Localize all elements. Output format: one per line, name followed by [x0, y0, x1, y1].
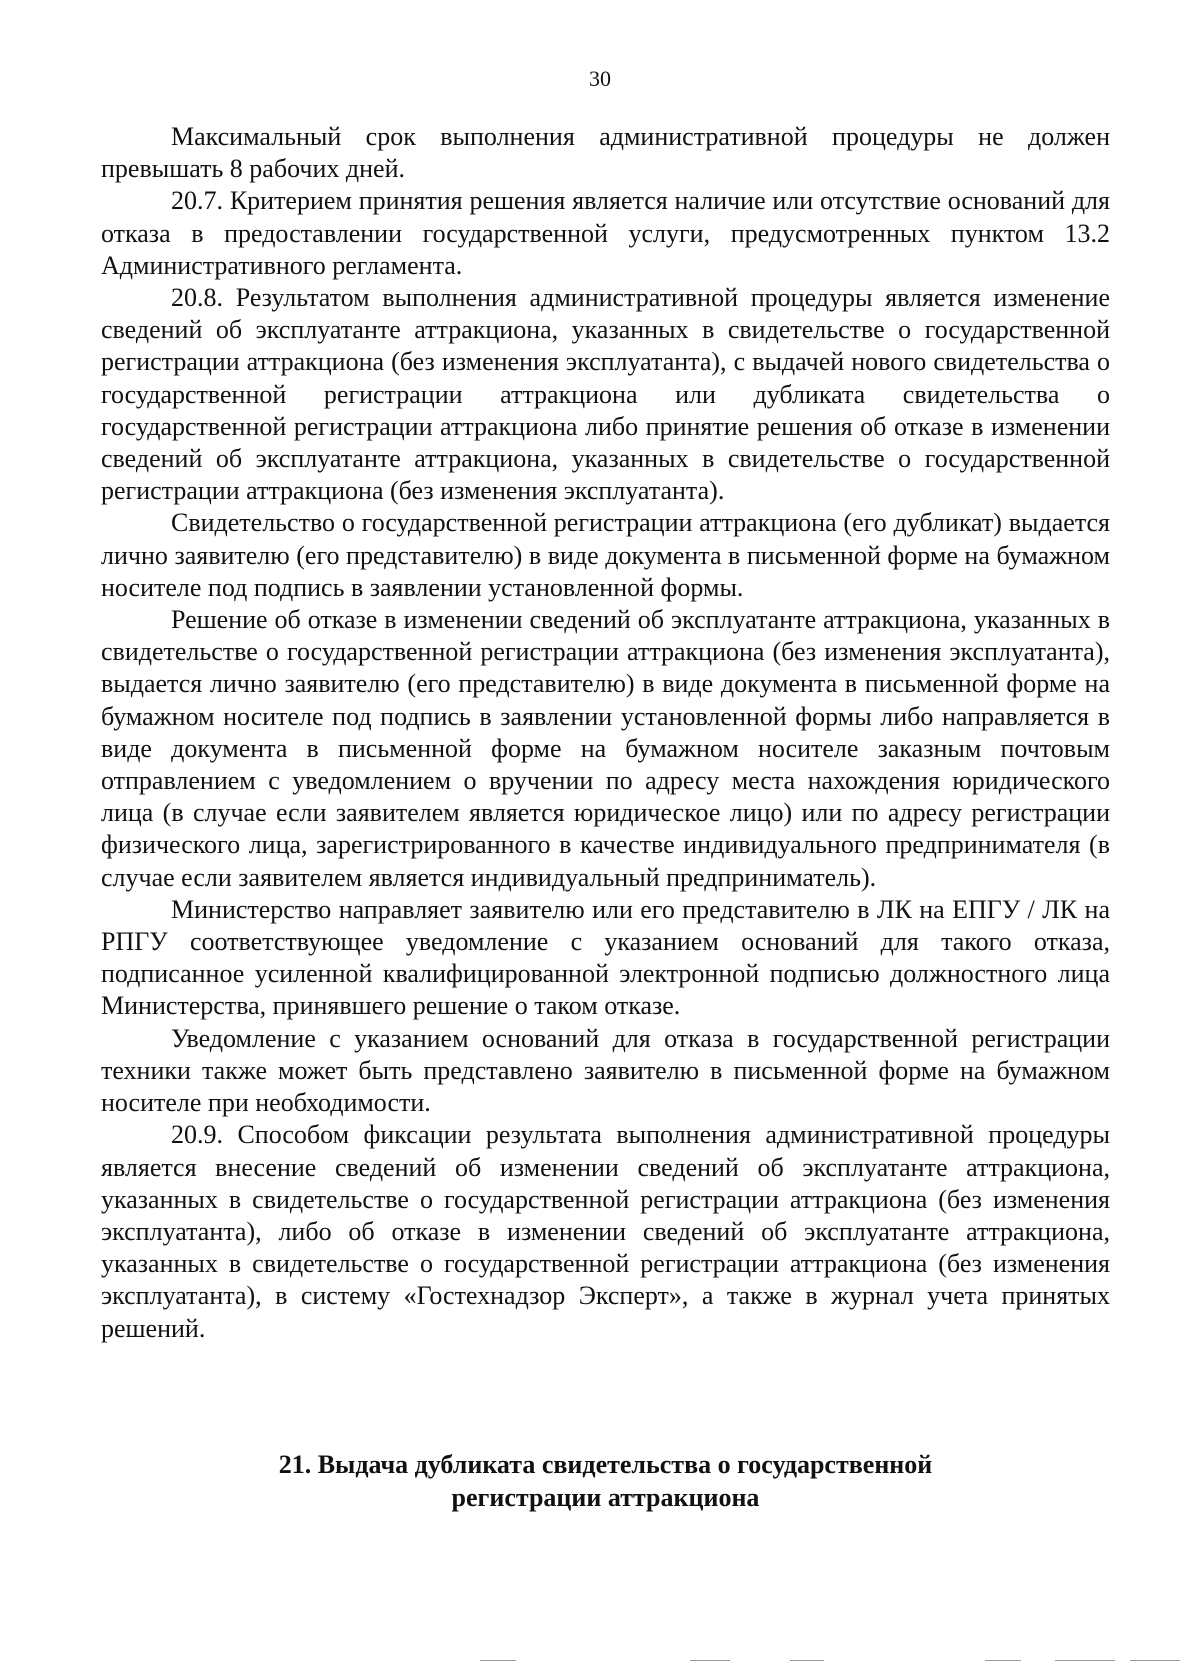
section-heading-line-2: регистрации аттракциона	[451, 1483, 760, 1512]
scan-mark	[480, 1660, 516, 1661]
paragraph-20-8: 20.8. Результатом выполнения административной процедуры является изменение сведений об эксплуатанте аттракциона, указанных в свидетельстве о государственной регистрации аттракциона (без изменения эксплуатанта), с выдачей нового свидетельства о государственной регистрации аттракциона или дубликата свидетельства о государственной регистрации аттракциона либо принятие решения об отказе в изменении сведений об эксплуатанте аттракциона, указанных в свидетельстве о государственной регистрации аттракциона (без изменения эксплуатанта).	[101, 283, 1110, 506]
paragraph-paper-notice: Уведомление с указанием оснований для отказа в государственной регистрации техники также может быть представлено заявителю в письменной форме на бумажном носителе при необходимости.	[101, 1023, 1110, 1118]
paragraph-certificate-issue: Свидетельство о государственной регистрации аттракциона (его дубликат) выдается лично заявителю (его представителю) в виде документа в письменной форме на бумажном носителе под подпись в заявлении установленной формы.	[101, 508, 1110, 602]
section-heading-line-1: 21. Выдача дубликата свидетельства о государственной	[278, 1450, 933, 1479]
document-body	[101, 121, 1110, 1345]
page-number: 30	[589, 66, 611, 91]
scan-mark	[985, 1660, 1021, 1661]
scan-mark	[790, 1660, 824, 1661]
paragraph-20-7: 20.7. Критерием принятия решения является наличие или отсутствие оснований для отказа в предоставлении государственной услуги, предусмотренных пунктом 13.2 Административного регламента.	[101, 186, 1110, 280]
scan-mark	[1055, 1660, 1115, 1661]
scan-artifact-marks	[0, 1660, 1200, 1666]
scan-mark	[690, 1660, 730, 1661]
scan-mark	[1130, 1660, 1180, 1661]
paragraph-refusal-decision: Решение об отказе в изменении сведений об эксплуатанте аттракциона, указанных в свидетельстве о государственной регистрации аттракциона (без изменения эксплуатанта), выдается лично заявителю (его представителю) в виде документа в письменной форме на бумажном носителе под подпись в заявлении установленной формы либо направляется в виде документа в письменной форме на бумажном носителе заказным почтовым отправлением с уведомлением о вручении по адресу места нахождения юридического лица (в случае если заявителем является юридическое лицо) или по адресу регистрации физического лица, зарегистрированного в качестве индивидуального предпринимателя (в случае если заявителем является индивидуальный предприниматель).	[101, 605, 1110, 892]
paragraph-max-term: Максимальный срок выполнения административной процедуры не должен превышать 8 рабочих дней.	[101, 122, 1110, 184]
paragraph-20-9: 20.9. Способом фиксации результата выполнения административной процедуры является внесение сведений об изменении сведений об эксплуатанте аттракциона, указанных в свидетельстве о государственной регистрации аттракциона (без изменения эксплуатанта), либо об отказе в изменении сведений об эксплуатанте аттракциона, указанных в свидетельстве о государственной регистрации аттракциона (без изменения эксплуатанта), в систему «Гостехнадзор Эксперт», а также в журнал учета принятых решений.	[101, 1120, 1110, 1343]
paragraph-ministry-notice: Министерство направляет заявителю или его представителю в ЛК на ЕПГУ / ЛК на РПГУ соответствующее уведомление с указанием оснований для такого отказа, подписанное усиленной квалифицированной электронной подписью должностного лица Министерства, принявшего решение о таком отказе.	[101, 894, 1110, 1021]
section-heading	[101, 1448, 1110, 1514]
